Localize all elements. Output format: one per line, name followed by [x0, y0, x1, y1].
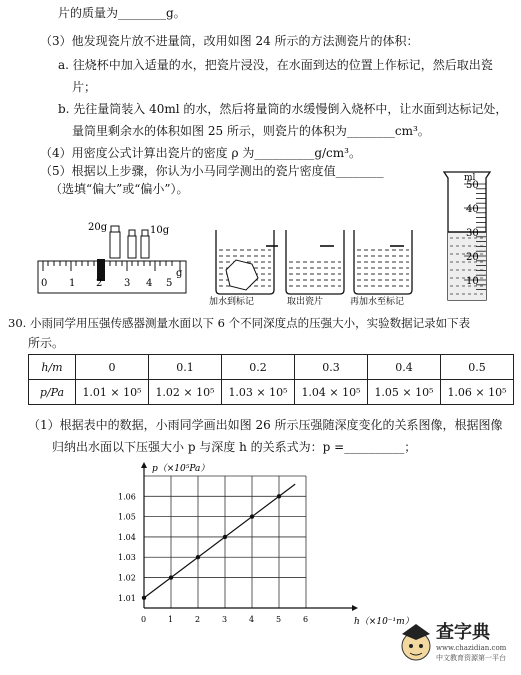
- y-tick-label: 1.05: [118, 512, 136, 522]
- table-cell: 1.05 × 10⁵: [368, 380, 441, 405]
- scale-tick-1: 1: [69, 278, 76, 289]
- cylinder-tick-20: 20: [466, 252, 479, 263]
- beaker-caption-1: 加水到标记: [209, 297, 255, 307]
- text-line-3: a. 往烧杯中加入适量的水，把瓷片浸没，在水面到达的位置上作标记，然后取出瓷: [58, 58, 493, 72]
- chazidian-watermark: [398, 612, 516, 670]
- x-tick-label: 0: [141, 615, 147, 624]
- pressure-depth-table: [28, 354, 514, 405]
- table-row-p: [29, 380, 514, 405]
- y-axis-label: p（×10⁵Pa）: [152, 464, 210, 474]
- table-cell: 1.06 × 10⁵: [441, 380, 514, 405]
- question-30-line-2: 所示。: [28, 336, 65, 350]
- text-line-9: （选填“偏大”或“偏小”）。: [50, 182, 189, 196]
- table-cell: 0.1: [149, 355, 222, 380]
- data-point: [250, 514, 254, 518]
- beaker-2: [286, 230, 344, 294]
- cylinder-tick-30: 30: [466, 228, 479, 239]
- table-row-h: [29, 355, 514, 380]
- scale-tick-0: 0: [41, 278, 48, 289]
- x-tick-label: 4: [249, 615, 255, 624]
- x-tick-label: 3: [222, 615, 228, 624]
- question-30-line-1: 30. 小雨同学用压强传感器测量水面以下 6 个不同深度点的压强大小，实验数据记录如下表: [8, 316, 471, 330]
- x-axis-label: h（×10⁻¹m）: [354, 617, 414, 627]
- mascot-icon: [402, 624, 430, 660]
- question-30-part-1-line-2: 归纳出水面以下压强大小 p 与深度 h 的关系式为：p =__________；: [52, 440, 417, 454]
- cylinder-tick-10: 10: [466, 276, 479, 287]
- scale-unit: g: [176, 268, 183, 279]
- text-line-7: （4）用密度公式计算出瓷片的密度 ρ 为__________g/cm³。: [40, 146, 361, 160]
- watermark-logo: [398, 612, 516, 670]
- scale-tick-2: 2: [96, 278, 103, 289]
- text-line-4: 片；: [72, 80, 97, 94]
- cylinder-unit: ml: [464, 173, 476, 183]
- x-tick-label: 6: [303, 615, 309, 624]
- table-cell: 1.04 × 10⁵: [295, 380, 368, 405]
- text-line-8: （5）根据以上步骤，你认为小马同学测出的瓷片密度值________: [40, 164, 384, 178]
- x-axis-arrow: [352, 605, 358, 611]
- pressure-depth-graph: [100, 456, 414, 652]
- table-cell: 0.2: [222, 355, 295, 380]
- weight-label-10g: 10g: [150, 225, 170, 236]
- text-line-6: 量筒里剩余水的体积如图 25 所示，则瓷片的体积为________cm³。: [72, 124, 430, 138]
- text-line-2: （3）他发现瓷片放不进量筒，改用如图 24 所示的方法测瓷片的体积：: [40, 34, 419, 48]
- data-point: [169, 575, 173, 579]
- data-point: [277, 494, 281, 498]
- table-cell: 0.5: [441, 355, 514, 380]
- x-tick-label: 2: [195, 615, 201, 624]
- y-tick-label: 1.06: [118, 492, 136, 502]
- x-tick-label: 1: [168, 615, 174, 624]
- watermark-sub: 中文教育资源第一平台: [436, 654, 506, 662]
- table-cell: 1.01 × 10⁵: [76, 380, 149, 405]
- table-cell: 0.3: [295, 355, 368, 380]
- data-line: [144, 484, 295, 598]
- table-header-p: p/Pa: [29, 380, 76, 405]
- table-cell: 1.03 × 10⁵: [222, 380, 295, 405]
- table-cell: 1.02 × 10⁵: [149, 380, 222, 405]
- y-tick-label: 1.01: [118, 593, 136, 603]
- data-point: [223, 535, 227, 539]
- y-tick-label: 1.02: [118, 573, 136, 583]
- data-point: [196, 555, 200, 559]
- text-line-5: b. 先往量筒装入 40ml 的水，然后将量筒的水缓慢倒入烧杯中，让水面到达标记处，: [58, 102, 508, 116]
- scale-tick-5: 5: [166, 278, 173, 289]
- watermark-title: 查字典: [436, 622, 490, 643]
- weight-label-20g: 20g: [88, 222, 108, 233]
- y-tick-label: 1.04: [118, 532, 136, 542]
- experiment-figure: [0, 160, 521, 310]
- x-tick-label: 5: [276, 615, 282, 624]
- scale-tick-4: 4: [146, 278, 153, 289]
- graduated-cylinder: [444, 172, 490, 300]
- weight-10g-1: [128, 230, 136, 258]
- question-30-part-1-line-1: （1）根据表中的数据，小雨同学画出如图 26 所示压强随深度变化的关系图像，根据图像: [28, 418, 503, 432]
- table-header-h: h/m: [29, 355, 76, 380]
- table-cell: 0.4: [368, 355, 441, 380]
- beaker-caption-3: 再加水至标记: [350, 297, 405, 307]
- weight-10g-2: [141, 230, 149, 258]
- cylinder-tick-40: 40: [466, 204, 479, 215]
- weight-20g: [110, 226, 120, 258]
- watermark-url: www.chazidian.com: [436, 644, 507, 652]
- beaker-caption-2: 取出瓷片: [287, 297, 324, 307]
- y-tick-label: 1.03: [118, 553, 136, 563]
- beaker-1: [216, 230, 278, 294]
- scale-tick-3: 3: [124, 278, 131, 289]
- table-cell: 0: [76, 355, 149, 380]
- text-line-1: 片的质量为________g。: [58, 6, 186, 20]
- y-axis-arrow: [141, 462, 147, 468]
- data-point: [142, 596, 146, 600]
- beaker-3: [354, 230, 412, 294]
- cylinder-tick-50: 50: [466, 180, 479, 191]
